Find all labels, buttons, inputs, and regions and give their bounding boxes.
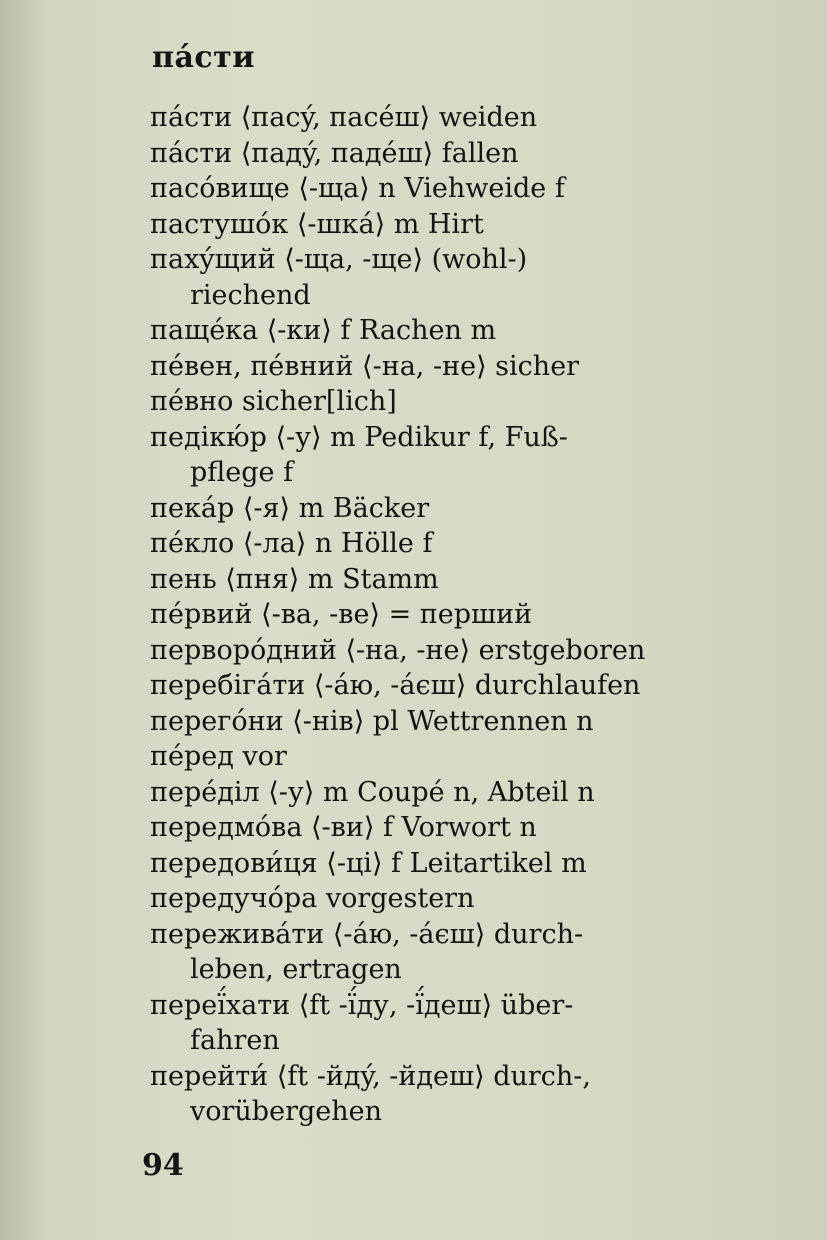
entry-line: перебігáти ⟨-áю, -áєш⟩ durchlaufen (150, 670, 641, 701)
entry-continuation: fahren (190, 1025, 280, 1056)
entry-line: передови́ця ⟨-ці⟩ f Leitartikel m (150, 847, 587, 879)
entry-line: передмóва ⟨-ви⟩ f Vorwort n (150, 812, 537, 843)
entry-line: перéділ ⟨-у⟩ m Coupé n, Abteil n (150, 776, 595, 808)
entry-line: перворóдний ⟨-на, -не⟩ erstgeboren (150, 634, 646, 666)
entry-line: пасóвище ⟨-ща⟩ n Viehweide f (150, 173, 565, 204)
entry-line: пастушóк ⟨-шкá⟩ m Hirt (150, 208, 484, 240)
entry-line: педікю́р ⟨-у⟩ m Pedikur f, Fuß- (150, 421, 568, 453)
dictionary-entries (150, 100, 750, 1130)
entry-continuation: riechend (190, 279, 311, 311)
entry-line: перейти́ ⟨ft -йдý, -йдеш⟩ durch-, (150, 1060, 592, 1092)
entry-line: пень ⟨пня⟩ m Stamm (150, 563, 439, 595)
entry-line: пащéка ⟨-ки⟩ f Rachen m (150, 315, 497, 346)
page-number: 94 (142, 1148, 184, 1183)
entry-continuation: vorübergehen (190, 1096, 382, 1127)
entry-line: пáсти ⟨пасý, пасéш⟩ weiden (150, 102, 538, 133)
entry-line: пéвен, пéвний ⟨-на, -не⟩ sicher (150, 350, 580, 382)
entry-line: переї́хати ⟨ft -ї́ду, -ї́деш⟩ über- (150, 989, 574, 1021)
entry-line: пáсти ⟨падý, падéш⟩ fallen (150, 137, 519, 169)
entry-line: перегóни ⟨-нів⟩ pl Wettrennen n (150, 705, 594, 737)
entry-line: пекáр ⟨-я⟩ m Bäcker (150, 492, 430, 524)
entry-line: пéвно sicher[lich] (150, 386, 397, 417)
entry-line: пахýщий ⟨-ща, -ще⟩ (wohl-) (150, 244, 528, 275)
entry-continuation: leben, ertragen (190, 954, 402, 985)
entry-line: пéрвий ⟨-ва, -ве⟩ = перший (150, 599, 533, 630)
entry-line: пéред vor (150, 741, 287, 772)
entry-line: пéкло ⟨-ла⟩ n Hölle f (150, 528, 433, 559)
entry-continuation: pflege f (190, 457, 294, 488)
running-head: пáсти (152, 40, 256, 75)
entry-line: переживáти ⟨-áю, -áєш⟩ durch- (150, 918, 584, 950)
entry-line: передучóра vorgestern (150, 883, 475, 914)
